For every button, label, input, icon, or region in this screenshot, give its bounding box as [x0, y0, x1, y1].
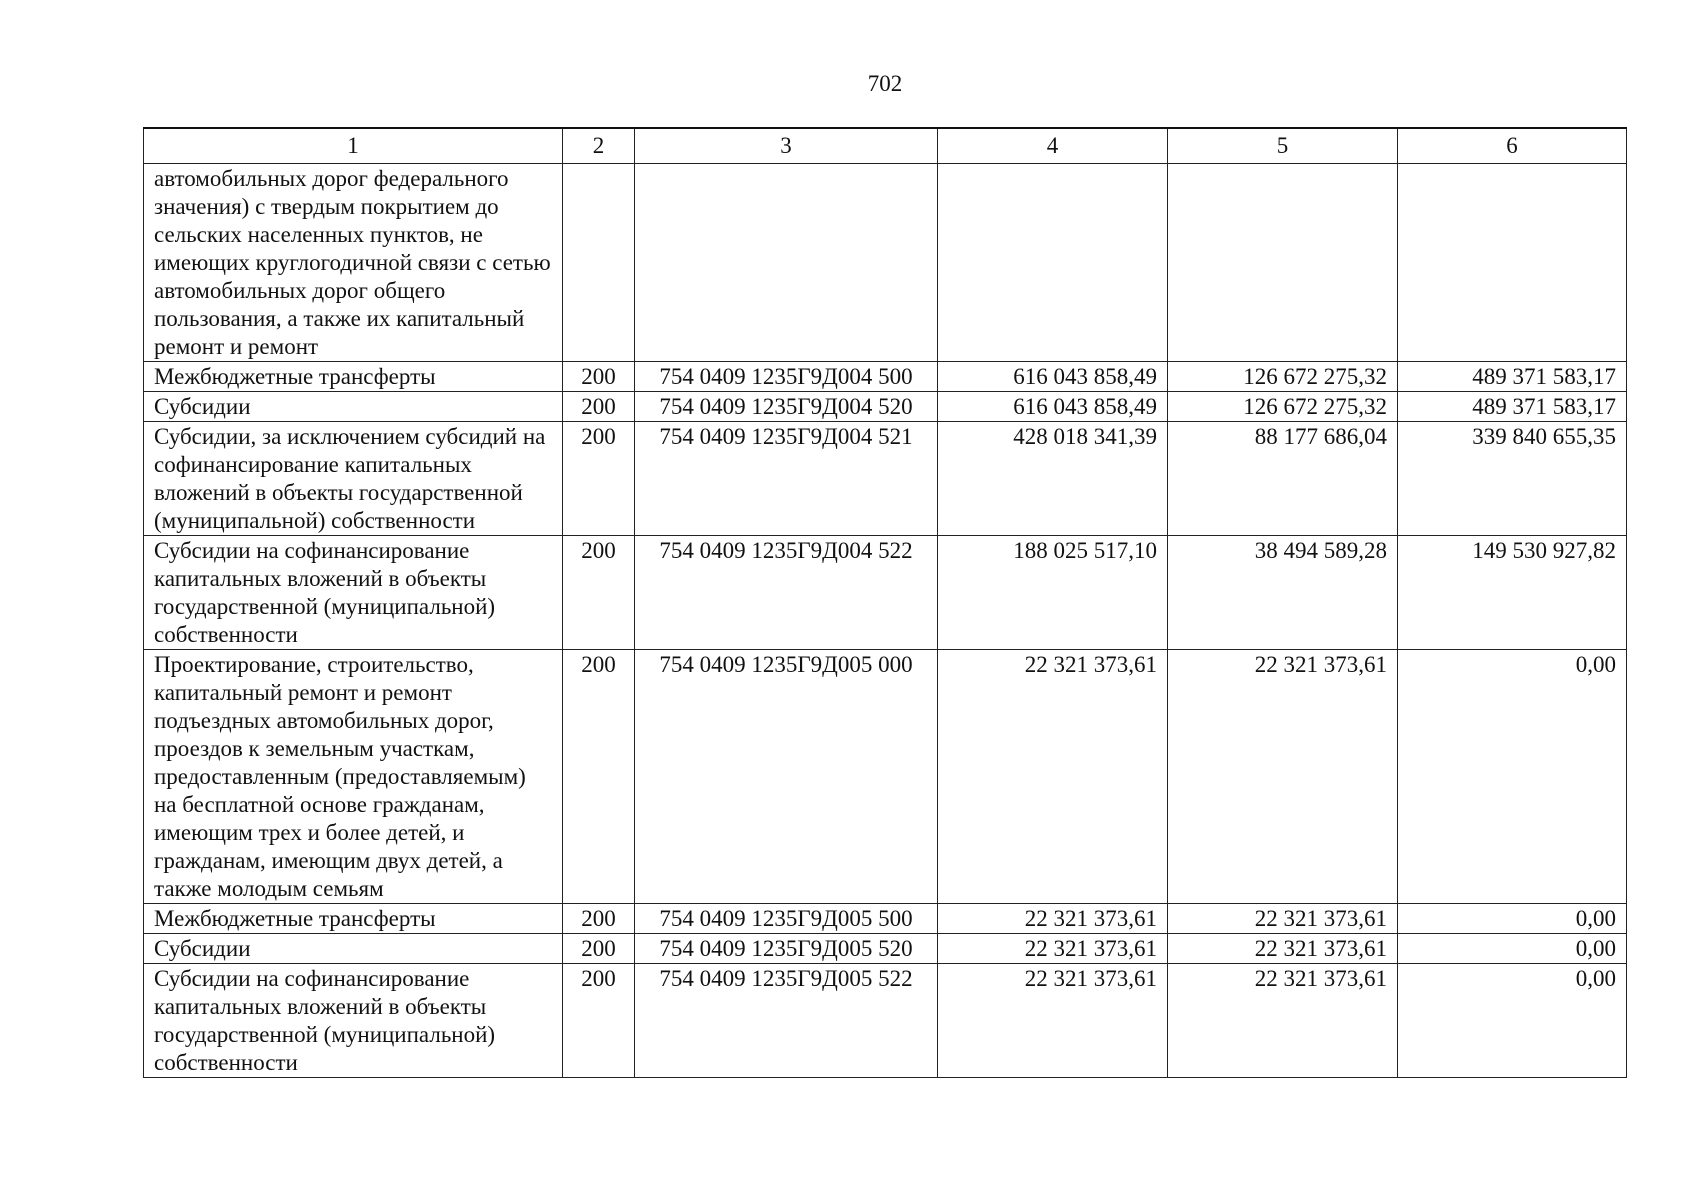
row-col2: 200 [563, 392, 635, 422]
row-col6: 149 530 927,82 [1398, 536, 1627, 650]
row-name: Субсидии, за исключением субсидий на софинансирование капитальных вложений в объекты государственной (муниципальной) собственности [144, 422, 563, 536]
row-col2: 200 [563, 362, 635, 392]
row-col2: 200 [563, 964, 635, 1078]
table-row [144, 536, 1627, 650]
row-code: 754 0409 1235Г9Д005 000 [635, 650, 938, 904]
row-col6 [1398, 164, 1627, 362]
row-code: 754 0409 1235Г9Д005 520 [635, 934, 938, 964]
column-header-1: 1 [144, 128, 563, 164]
row-col4 [938, 164, 1168, 362]
row-col4: 428 018 341,39 [938, 422, 1168, 536]
row-name: Проектирование, строительство, капитальный ремонт и ремонт подъездных автомобильных дорог, проездов к земельным участкам, предоставленным (предоставляемым) на бесплатной основе гражданам, имеющим трех и более детей, и гражданам, имеющим двух детей, а также молодым семьям [144, 650, 563, 904]
row-col6: 0,00 [1398, 934, 1627, 964]
row-name: Межбюджетные трансферты [144, 904, 563, 934]
column-header-6: 6 [1398, 128, 1627, 164]
row-col6: 0,00 [1398, 964, 1627, 1078]
column-header-2: 2 [563, 128, 635, 164]
column-header-3: 3 [635, 128, 938, 164]
table-row [144, 650, 1627, 904]
row-col2 [563, 164, 635, 362]
table-row [144, 964, 1627, 1078]
row-col2: 200 [563, 650, 635, 904]
page-number: 702 [867, 71, 903, 96]
table-row [144, 164, 1627, 362]
row-name: Субсидии [144, 392, 563, 422]
row-code: 754 0409 1235Г9Д004 520 [635, 392, 938, 422]
row-col5: 126 672 275,32 [1168, 362, 1398, 392]
row-name: Субсидии [144, 934, 563, 964]
row-col6: 0,00 [1398, 650, 1627, 904]
row-name: автомобильных дорог федерального значения) с твердым покрытием до сельских населенных пунктов, не имеющих круглогодичной связи с сетью автомобильных дорог общего пользования, а также их капитальный ремонт и ремонт [144, 164, 563, 362]
row-name: Межбюджетные трансферты [144, 362, 563, 392]
table-row [144, 422, 1627, 536]
row-code: 754 0409 1235Г9Д004 500 [635, 362, 938, 392]
row-col6: 489 371 583,17 [1398, 362, 1627, 392]
row-col4: 616 043 858,49 [938, 392, 1168, 422]
row-col5: 22 321 373,61 [1168, 904, 1398, 934]
row-col2: 200 [563, 904, 635, 934]
row-name: Субсидии на софинансирование капитальных вложений в объекты государственной (муниципальной) собственности [144, 536, 563, 650]
row-col6: 0,00 [1398, 904, 1627, 934]
row-col4: 22 321 373,61 [938, 934, 1168, 964]
budget-table [143, 127, 1627, 1078]
row-col4: 22 321 373,61 [938, 964, 1168, 1078]
row-col6: 339 840 655,35 [1398, 422, 1627, 536]
row-col5: 22 321 373,61 [1168, 964, 1398, 1078]
row-col5: 88 177 686,04 [1168, 422, 1398, 536]
row-col5: 126 672 275,32 [1168, 392, 1398, 422]
column-header-5: 5 [1168, 128, 1398, 164]
row-code [635, 164, 938, 362]
row-name: Субсидии на софинансирование капитальных вложений в объекты государственной (муниципальной) собственности [144, 964, 563, 1078]
table-row [144, 934, 1627, 964]
row-col4: 616 043 858,49 [938, 362, 1168, 392]
column-header-4: 4 [938, 128, 1168, 164]
row-col4: 22 321 373,61 [938, 650, 1168, 904]
table-row [144, 904, 1627, 934]
row-col2: 200 [563, 536, 635, 650]
row-code: 754 0409 1235Г9Д004 521 [635, 422, 938, 536]
header-row [144, 128, 1627, 164]
row-col2: 200 [563, 934, 635, 964]
row-col5 [1168, 164, 1398, 362]
row-col5: 22 321 373,61 [1168, 650, 1398, 904]
row-col4: 188 025 517,10 [938, 536, 1168, 650]
row-code: 754 0409 1235Г9Д005 522 [635, 964, 938, 1078]
row-col4: 22 321 373,61 [938, 904, 1168, 934]
row-code: 754 0409 1235Г9Д005 500 [635, 904, 938, 934]
row-code: 754 0409 1235Г9Д004 522 [635, 536, 938, 650]
row-col5: 38 494 589,28 [1168, 536, 1398, 650]
table-row [144, 362, 1627, 392]
table-row [144, 392, 1627, 422]
row-col6: 489 371 583,17 [1398, 392, 1627, 422]
row-col5: 22 321 373,61 [1168, 934, 1398, 964]
row-col2: 200 [563, 422, 635, 536]
